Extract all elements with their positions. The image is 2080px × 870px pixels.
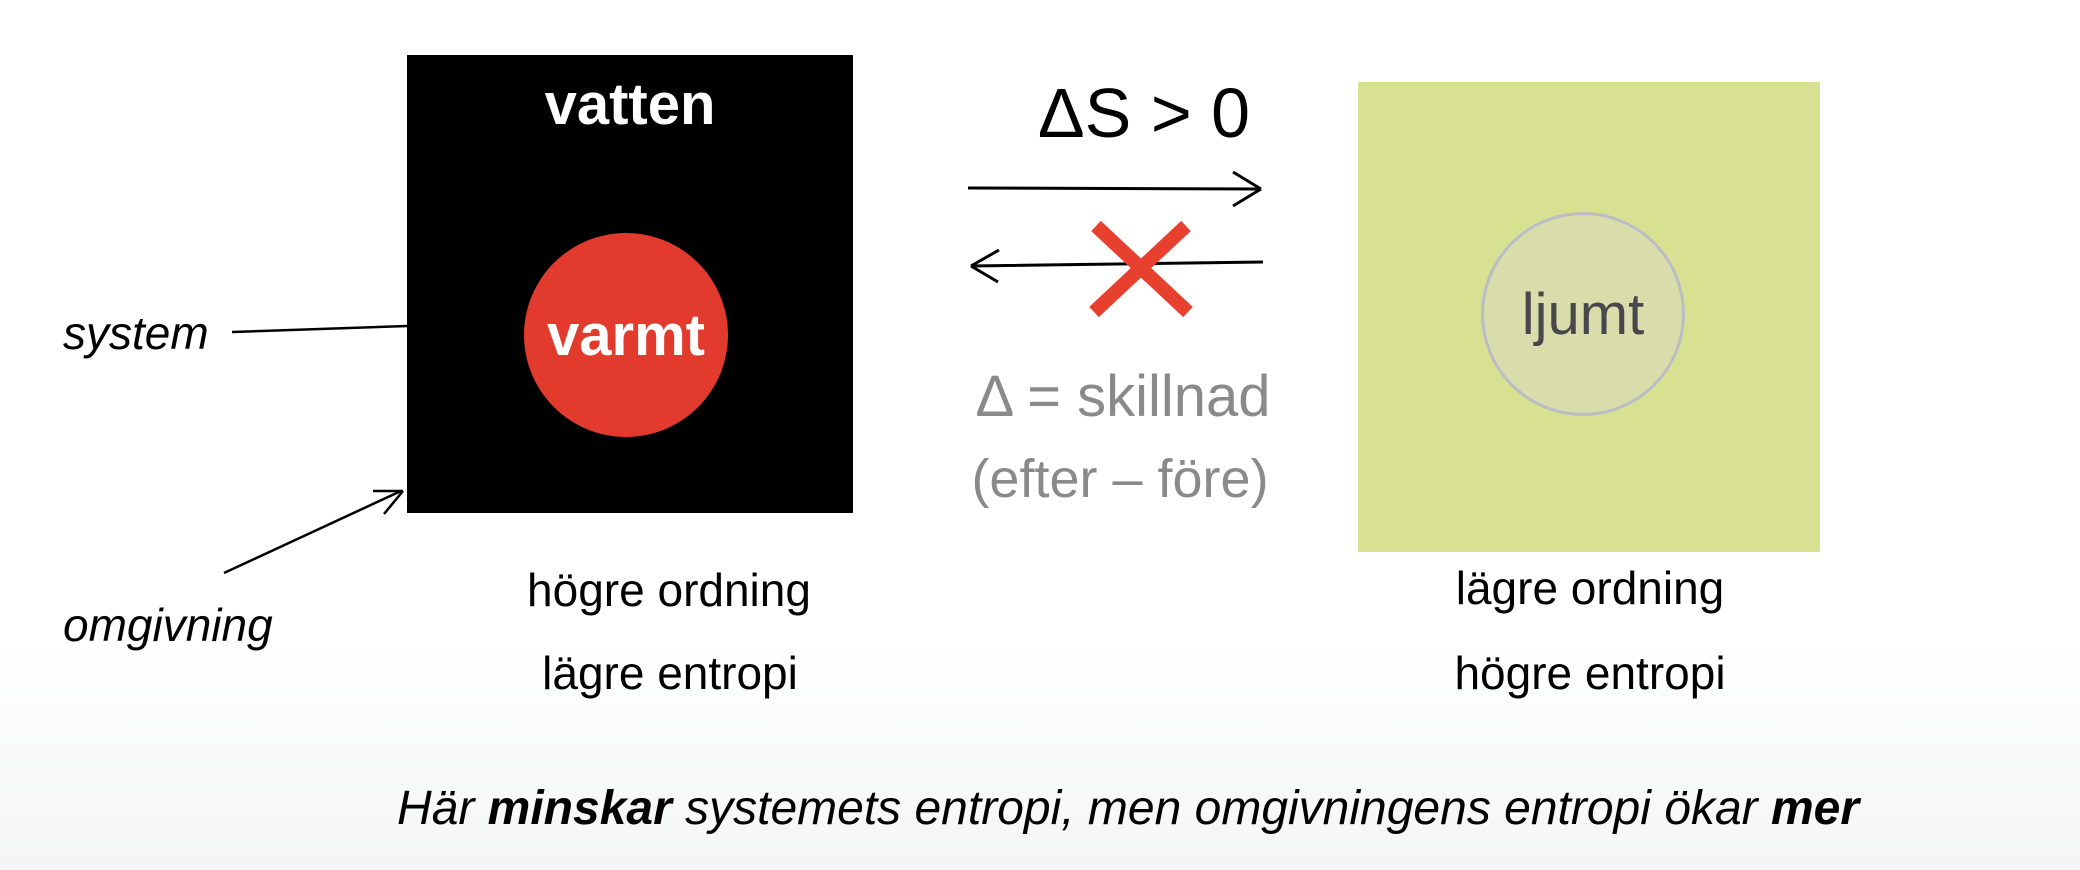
conclusion-bold2: mer xyxy=(1770,782,1860,835)
cool-caption-entropy: högre entropi xyxy=(1454,647,1726,699)
cool-spot-circle xyxy=(1481,212,1685,416)
hot-box-title: vatten xyxy=(544,72,716,137)
cool-caption-order: lägre ordning xyxy=(1455,562,1725,614)
conclusion-bold1: minskar xyxy=(487,782,672,835)
hot-water-box xyxy=(407,55,853,513)
cool-water-box xyxy=(1358,82,1820,552)
delta-definition-detail: (efter – före) xyxy=(971,449,1269,509)
conclusion-text xyxy=(397,783,1859,836)
conclusion-part1: Här xyxy=(396,782,488,835)
system-label: system xyxy=(63,307,209,359)
cool-spot-label: ljumt xyxy=(1521,281,1645,347)
hot-spot-circle xyxy=(524,233,728,437)
conclusion-part2: systemets entropi, men omgivningens entropi ökar xyxy=(671,782,1771,835)
hot-caption-order: högre ordning xyxy=(527,564,811,616)
hot-caption-entropy: lägre entropi xyxy=(542,647,798,699)
delta-definition: Δ = skillnad xyxy=(975,364,1271,429)
omgivning-label: omgivning xyxy=(63,599,273,651)
delta-s-heading: ΔS > 0 xyxy=(1037,74,1251,152)
hot-spot-label: varmt xyxy=(547,302,705,368)
